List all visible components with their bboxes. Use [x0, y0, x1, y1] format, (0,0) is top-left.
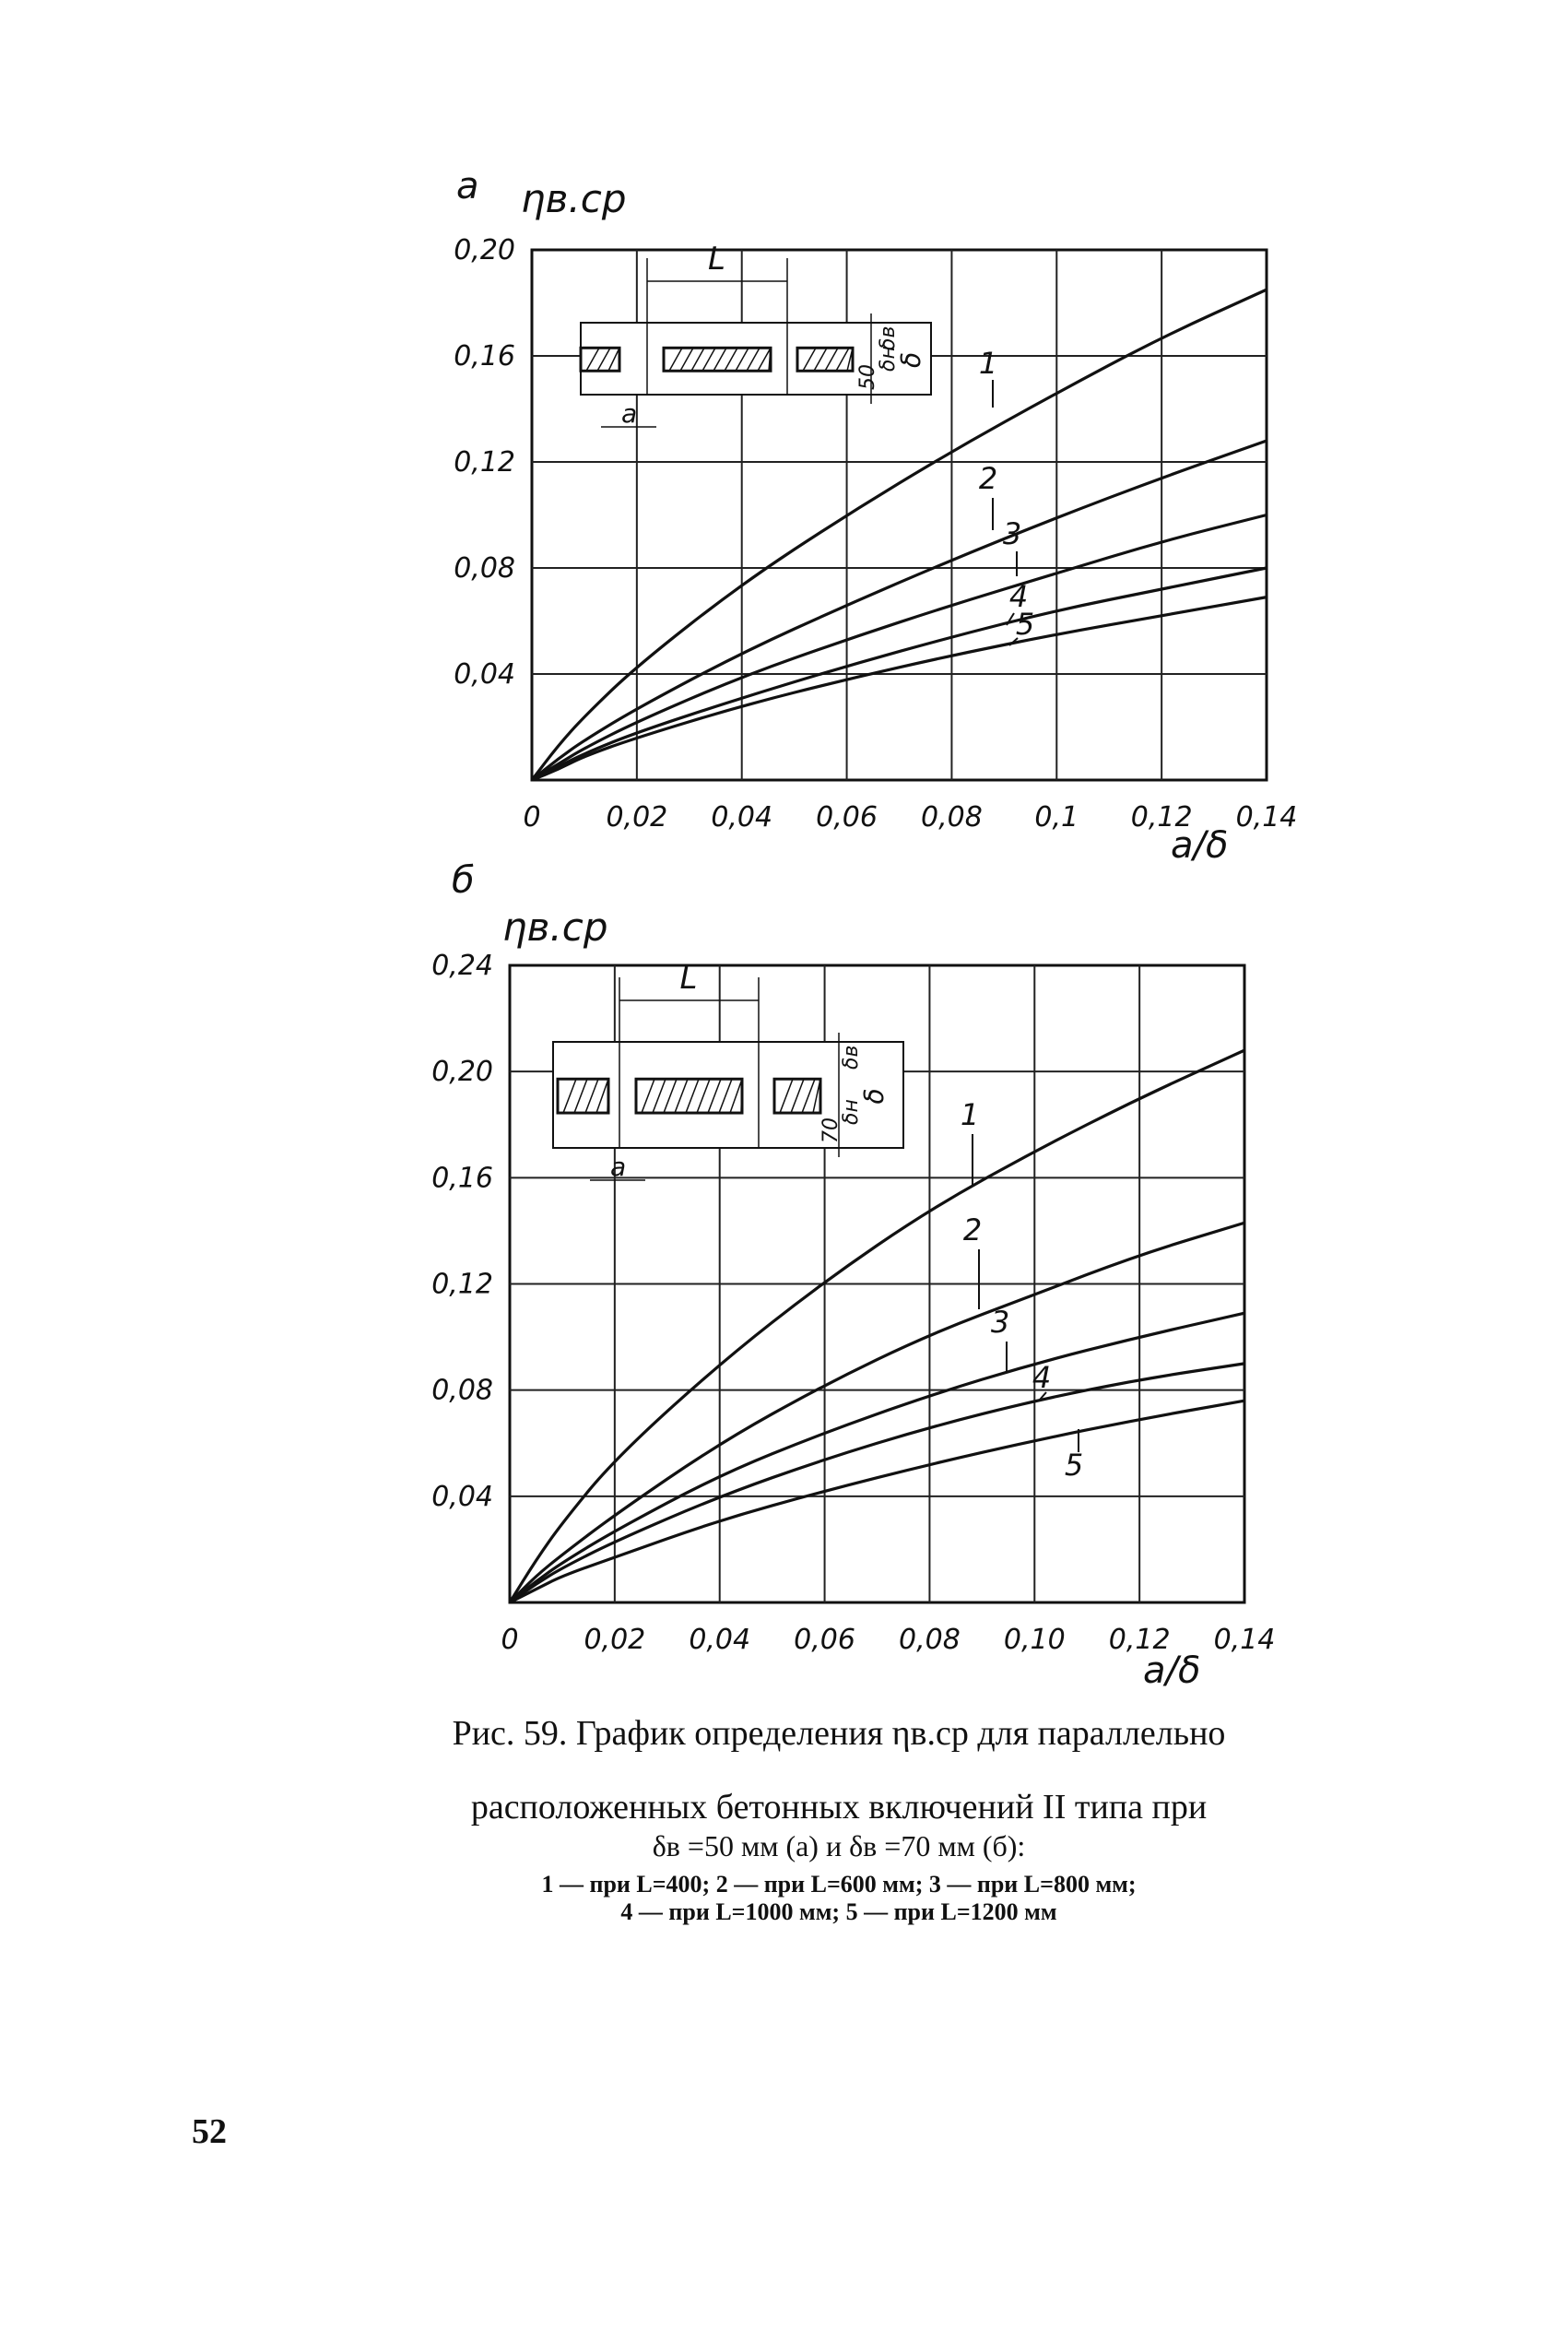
chart2-inset-hatch [741, 1079, 742, 1113]
chart1-x-tick-label: 0,1 [1034, 801, 1079, 834]
chart2-inset-label-thickness: 70 [819, 1117, 843, 1143]
chart2-series-4-line [510, 1364, 1244, 1602]
chart1-inset-label-delta-n: δн [877, 346, 900, 372]
chart2-y-axis-label: ηв.ср [502, 904, 608, 950]
chart1-y-tick-label: 0,04 [454, 658, 515, 691]
chart1-series-2-label: 2 [978, 461, 998, 496]
chart2-series-1-label: 1 [960, 1097, 980, 1132]
caption-line-1: Рис. 59. График определения ηв.ср для параллельно [452, 1714, 1226, 1753]
chart1-series-5-label: 5 [1015, 607, 1035, 642]
chart2-x-tick-label: 0 [501, 1624, 519, 1656]
chart2-y-tick-label: 0,08 [431, 1374, 493, 1407]
chart2-y-tick-label: 0,20 [431, 1056, 493, 1089]
chart1-inset-label-delta-v: δв [877, 325, 900, 350]
chart2-inset-label-delta-v: δв [840, 1045, 863, 1070]
chart1-x-tick-label: 0 [523, 801, 541, 834]
chart1-x-axis-label: a/δ [1171, 824, 1229, 867]
chart2-series-2-label: 2 [962, 1212, 983, 1247]
chart2-x-tick-label: 0,06 [794, 1624, 855, 1656]
chart2-inset-label-delta-n: δн [840, 1099, 863, 1125]
chart2-inset-label-delta: δ [859, 1088, 890, 1105]
chart1-inset-label-L: L [708, 241, 725, 278]
chart2-y-tick-label: 0,04 [431, 1480, 493, 1513]
chart2-y-tick-label: 0,12 [431, 1268, 493, 1301]
chart2-panel-label: б [452, 859, 475, 902]
chart1-x-tick-label: 0,02 [606, 801, 668, 834]
chart1-series-1-label: 1 [978, 346, 998, 381]
chart1-y-tick-label: 0,08 [454, 552, 515, 585]
chart1-series-5-line [532, 597, 1267, 780]
chart2-x-tick-label: 0,12 [1108, 1624, 1171, 1656]
chart1-x-tick-label: 0,06 [816, 801, 878, 834]
chart2-y-tick-label: 0,24 [431, 950, 493, 982]
page-number: 52 [192, 2112, 227, 2151]
chart2-inset-hatch [607, 1079, 608, 1113]
chart1-inset-label-a: a [621, 398, 638, 429]
chart1-y-tick-label: 0,16 [454, 340, 515, 372]
caption-line-2: расположенных бетонных включений II типа при [470, 1788, 1208, 1827]
chart2-x-tick-label: 0,14 [1213, 1624, 1276, 1656]
chart1-y-tick-label: 0,12 [454, 446, 515, 479]
chart2-series-4-label: 4 [1032, 1360, 1052, 1395]
chart1-y-axis-label: ηв.ср [521, 176, 627, 221]
chart2-x-tick-label: 0,04 [689, 1624, 751, 1656]
chart2-x-tick-label: 0,02 [584, 1624, 646, 1656]
chart2-x-tick-label: 0,08 [899, 1624, 961, 1656]
chart1-x-tick-label: 0,12 [1130, 801, 1193, 834]
chart1-x-tick-label: 0,14 [1235, 801, 1298, 834]
chart1-series-4-label: 4 [1008, 579, 1029, 614]
chart2-series-3-label: 3 [990, 1305, 1010, 1340]
chart2-x-axis-label: a/δ [1143, 1649, 1201, 1692]
chart1-series-3-line [532, 515, 1267, 781]
chart1-y-tick-label: 0,20 [454, 234, 515, 266]
chart2-inset-label-a: a [610, 1152, 627, 1182]
chart2-series-5-label: 5 [1064, 1448, 1084, 1483]
chart1-series-3-label: 3 [1002, 516, 1022, 551]
chart2-inset-label-L: L [679, 960, 698, 997]
caption-legend-line-2: 4 — при L=1000 мм; 5 — при L=1200 мм [620, 1898, 1057, 1925]
chart1-series-2-line [532, 441, 1267, 780]
chart2-series-5-line [510, 1401, 1244, 1602]
chart2-x-tick-label: 0,10 [1003, 1624, 1066, 1656]
chart1-x-tick-label: 0,04 [711, 801, 773, 834]
chart1-x-tick-label: 0,08 [921, 801, 983, 834]
caption-legend-line-1: 1 — при L=400; 2 — при L=600 мм; 3 — при L=800 мм; [541, 1871, 1137, 1898]
chart1-inset-label-delta: δ [896, 351, 926, 368]
chart1-panel-label: а [456, 165, 479, 207]
chart1-inset-label-thickness: 50 [856, 364, 879, 390]
caption-line-3: δв =50 мм (а) и δв =70 мм (б): [652, 1829, 1026, 1862]
chart2-y-tick-label: 0,16 [431, 1162, 493, 1195]
